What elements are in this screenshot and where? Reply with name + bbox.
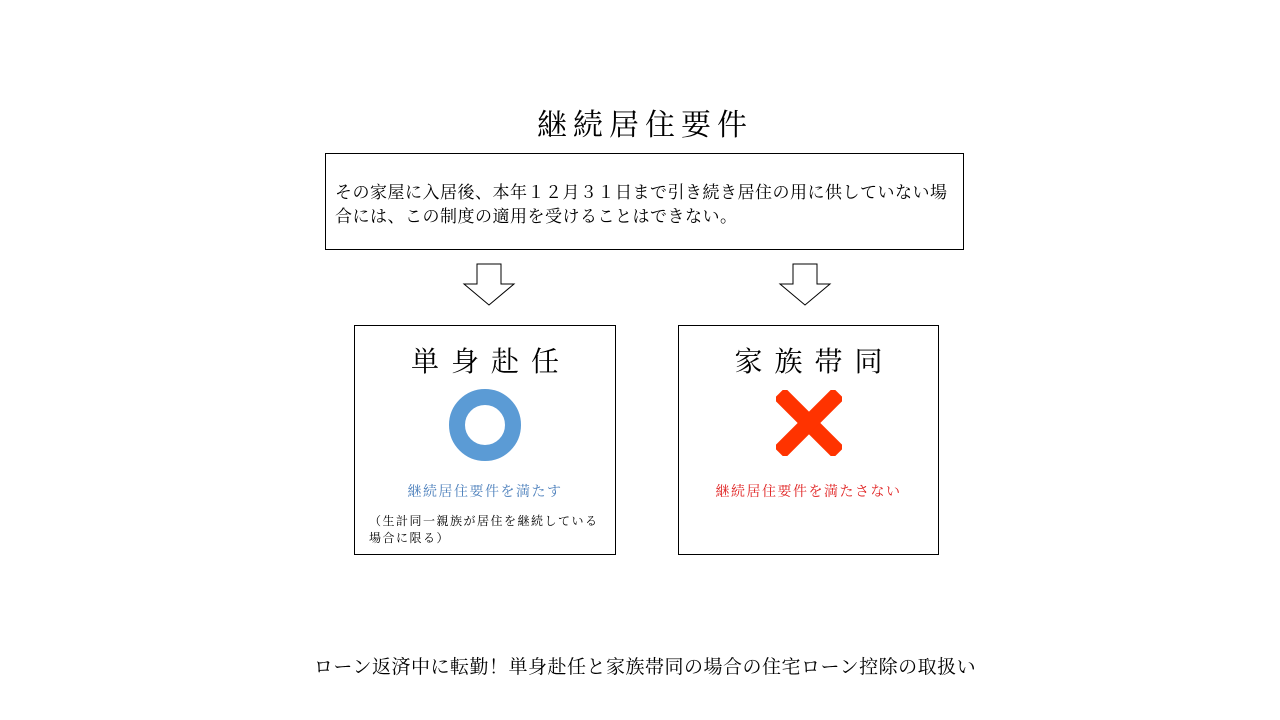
down-arrow-icon-left — [462, 263, 516, 307]
cross-icon — [776, 390, 842, 456]
case-heading-family: 家族帯同 — [734, 345, 895, 378]
case-heading-single: 単身赴任 — [410, 345, 571, 378]
result-single: 継続居住要件を満たす — [407, 484, 563, 500]
down-arrow-icon-right — [778, 263, 832, 307]
result-family: 継続居住要件を満たさない — [715, 484, 902, 500]
circle-icon — [448, 388, 522, 462]
case-card-family — [678, 325, 939, 555]
rule-box — [325, 153, 964, 250]
note-single: （生計同一親族が居住を継続している場合に限る） — [369, 514, 599, 545]
diagram-title: 継続居住要件 — [537, 108, 753, 143]
footer-caption: ローン返済中に転勤！単身赴任と家族帯同の場合の住宅ローン控除の取扱い — [313, 656, 977, 678]
case-card-single — [354, 325, 616, 555]
rule-text: その家屋に入居後、本年１２月３１日まで引き続き居住の用に供していない場合には、この制度の適用を受けることはできない。 — [335, 183, 948, 227]
